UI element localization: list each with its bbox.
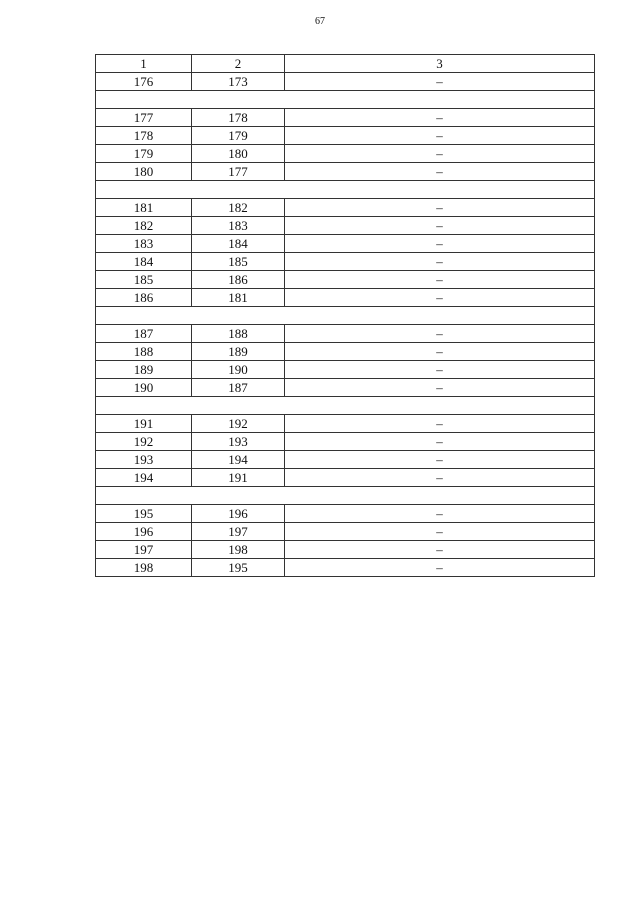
table-cell-col2: 179 — [192, 127, 285, 145]
table-row — [96, 325, 595, 343]
table-cell-col2: 197 — [192, 523, 285, 541]
table-row — [96, 415, 595, 433]
group-separator-row — [96, 91, 595, 109]
table-cell-col1: 189 — [96, 361, 192, 379]
table-cell-col2: 187 — [192, 379, 285, 397]
table-cell-col2: 198 — [192, 541, 285, 559]
table-cell-col1: 188 — [96, 343, 192, 361]
table-cell-col3: – — [285, 451, 595, 469]
table-cell-col1: 197 — [96, 541, 192, 559]
table-row — [96, 235, 595, 253]
table-cell-col2: 192 — [192, 415, 285, 433]
table-cell-col3: – — [285, 523, 595, 541]
table-cell-col3: – — [285, 433, 595, 451]
table-cell-col2: 180 — [192, 145, 285, 163]
table-cell-col3: – — [285, 217, 595, 235]
table-row — [96, 289, 595, 307]
table-cell-col2: 184 — [192, 235, 285, 253]
table-cell-col2: 190 — [192, 361, 285, 379]
table-row — [96, 127, 595, 145]
table-cell-col1: 190 — [96, 379, 192, 397]
table-cell-col3: – — [285, 253, 595, 271]
table-cell-col1: 192 — [96, 433, 192, 451]
table-cell-col1: 181 — [96, 199, 192, 217]
table-cell-col1: 176 — [96, 73, 192, 91]
table-row — [96, 541, 595, 559]
table-cell-col2: 173 — [192, 73, 285, 91]
group-separator-row — [96, 397, 595, 415]
table-cell-col3: – — [285, 73, 595, 91]
table-row — [96, 217, 595, 235]
table-row — [96, 505, 595, 523]
data-table — [95, 54, 595, 577]
table-row — [96, 343, 595, 361]
group-separator-row — [96, 181, 595, 199]
table-cell-col2: 182 — [192, 199, 285, 217]
header-row — [96, 55, 595, 73]
table-row — [96, 523, 595, 541]
group-separator-row — [96, 307, 595, 325]
table-cell-col3: – — [285, 361, 595, 379]
table-cell-col2: 195 — [192, 559, 285, 577]
table-cell-col3: – — [285, 541, 595, 559]
page-number: 67 — [315, 16, 325, 27]
separator-cell — [96, 397, 595, 415]
table-cell-col1: 185 — [96, 271, 192, 289]
table-cell-col1: 182 — [96, 217, 192, 235]
group-separator-row — [96, 487, 595, 505]
table-cell-col3: – — [285, 145, 595, 163]
separator-cell — [96, 181, 595, 199]
table-cell-col2: 178 — [192, 109, 285, 127]
table-cell-col3: – — [285, 127, 595, 145]
table-row — [96, 109, 595, 127]
table-row — [96, 73, 595, 91]
table-row — [96, 361, 595, 379]
table-cell-col1: 187 — [96, 325, 192, 343]
table-row — [96, 451, 595, 469]
table-row — [96, 379, 595, 397]
header-cell-2: 2 — [192, 55, 285, 73]
table-row — [96, 469, 595, 487]
header-cell-1: 1 — [96, 55, 192, 73]
table-cell-col1: 196 — [96, 523, 192, 541]
table-cell-col2: 181 — [192, 289, 285, 307]
separator-cell — [96, 307, 595, 325]
table-row — [96, 163, 595, 181]
table-cell-col2: 177 — [192, 163, 285, 181]
table-cell-col1: 198 — [96, 559, 192, 577]
table-cell-col2: 194 — [192, 451, 285, 469]
table-cell-col2: 191 — [192, 469, 285, 487]
table-cell-col3: – — [285, 199, 595, 217]
table-cell-col1: 183 — [96, 235, 192, 253]
table-cell-col3: – — [285, 325, 595, 343]
table-cell-col3: – — [285, 469, 595, 487]
table-cell-col3: – — [285, 505, 595, 523]
table-cell-col2: 183 — [192, 217, 285, 235]
table-row — [96, 253, 595, 271]
table-row — [96, 199, 595, 217]
table-cell-col3: – — [285, 379, 595, 397]
separator-cell — [96, 487, 595, 505]
table-row — [96, 145, 595, 163]
table-cell-col3: – — [285, 343, 595, 361]
table-body — [96, 55, 595, 577]
table-cell-col1: 191 — [96, 415, 192, 433]
table-cell-col2: 188 — [192, 325, 285, 343]
table-cell-col3: – — [285, 163, 595, 181]
table-row — [96, 271, 595, 289]
table-cell-col2: 185 — [192, 253, 285, 271]
table-cell-col1: 194 — [96, 469, 192, 487]
table-cell-col1: 193 — [96, 451, 192, 469]
table-cell-col3: – — [285, 559, 595, 577]
header-cell-3: 3 — [285, 55, 595, 73]
table-cell-col3: – — [285, 289, 595, 307]
table-cell-col1: 186 — [96, 289, 192, 307]
table-cell-col3: – — [285, 109, 595, 127]
table-cell-col1: 179 — [96, 145, 192, 163]
separator-cell — [96, 91, 595, 109]
table-cell-col3: – — [285, 271, 595, 289]
table-row — [96, 433, 595, 451]
table-row — [96, 559, 595, 577]
table-cell-col2: 186 — [192, 271, 285, 289]
table-cell-col2: 193 — [192, 433, 285, 451]
table-cell-col1: 180 — [96, 163, 192, 181]
table-cell-col1: 184 — [96, 253, 192, 271]
table-cell-col2: 189 — [192, 343, 285, 361]
table-cell-col3: – — [285, 415, 595, 433]
table-cell-col1: 195 — [96, 505, 192, 523]
table-cell-col1: 178 — [96, 127, 192, 145]
table-cell-col2: 196 — [192, 505, 285, 523]
table-cell-col1: 177 — [96, 109, 192, 127]
table-cell-col3: – — [285, 235, 595, 253]
